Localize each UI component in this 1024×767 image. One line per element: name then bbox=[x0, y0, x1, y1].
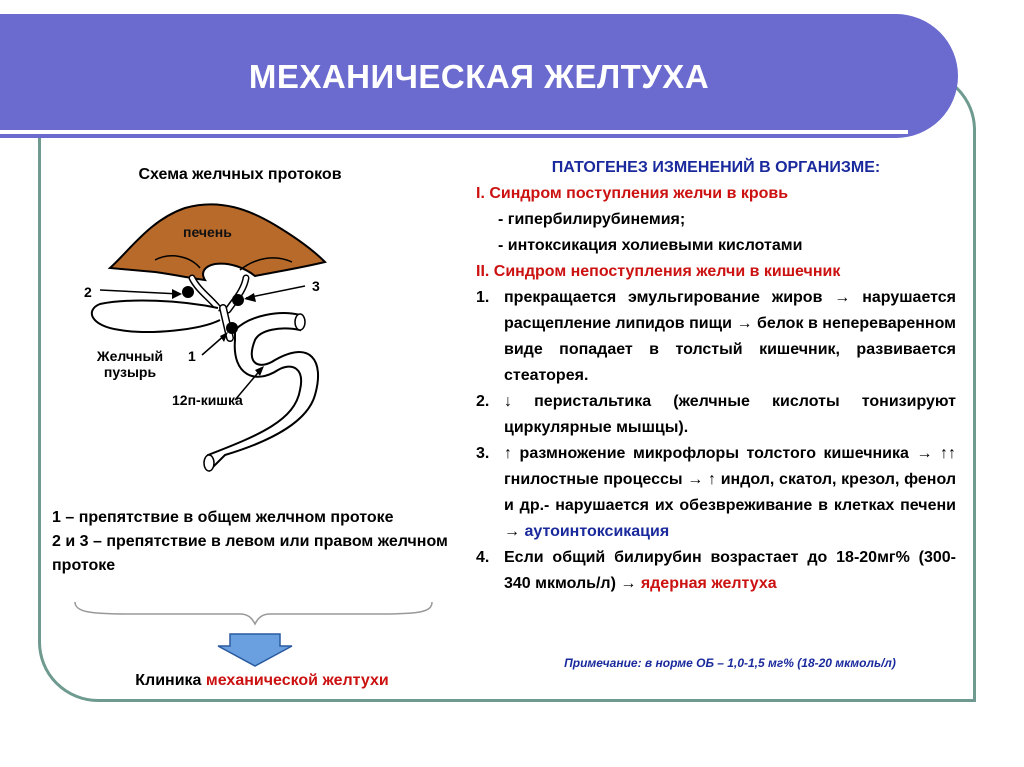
liver-label: печень bbox=[183, 224, 232, 240]
point-2-text: ↓ перистальтика (желчные кислоты тонизируют циркулярные мышцы). bbox=[504, 393, 956, 436]
point-3-highlight: аутоинтоксикация bbox=[524, 523, 670, 540]
down-arrow-icon bbox=[218, 634, 292, 666]
obstruction-3 bbox=[232, 294, 244, 306]
scheme-legend bbox=[52, 506, 462, 578]
duodenum-label: 12п-кишка bbox=[172, 392, 243, 408]
pathogenesis-title: ПАТОГЕНЕЗ ИЗМЕНЕНИЙ В ОРГАНИЗМЕ: bbox=[551, 159, 881, 176]
point-3 bbox=[476, 441, 956, 545]
label-2: 2 bbox=[84, 284, 92, 300]
point-4 bbox=[476, 545, 956, 597]
point-2 bbox=[476, 389, 956, 441]
point-4-highlight: ядерная желтуха bbox=[640, 575, 777, 592]
legend-item-1: 1 – препятствие в общем желчном протоке bbox=[52, 509, 394, 526]
point-1 bbox=[476, 285, 956, 389]
s1-item-2: - интоксикация холиевыми кислотами bbox=[498, 237, 803, 254]
curly-brace bbox=[75, 602, 432, 624]
point-1-num: 1. bbox=[476, 289, 490, 306]
point-3-text-wrap bbox=[504, 441, 956, 545]
point-4-num: 4. bbox=[476, 549, 490, 566]
point-1-text: прекращается эмульгирование жиров → нарушается расщепление липидов пищи → белок в непереваренном виде попадает в толстый кишечник, развивается стеаторея. bbox=[504, 289, 956, 384]
point-2-num: 2. bbox=[476, 393, 490, 410]
gallbladder-label-line1: Желчный bbox=[96, 348, 164, 364]
clinic-caption bbox=[52, 672, 472, 690]
gallbladder-label bbox=[90, 348, 170, 380]
gallbladder-label-line2: пузырь bbox=[103, 364, 157, 380]
scheme-title: Схема желчных протоков bbox=[138, 166, 342, 183]
brace-arrow bbox=[70, 598, 440, 668]
liver-shape bbox=[110, 204, 325, 280]
legend-item-2: 2 и 3 – препятствие в левом или правом желчном протоке bbox=[52, 533, 448, 574]
point-3-num: 3. bbox=[476, 445, 490, 462]
note: Примечание: в норме ОБ – 1,0-1,5 мг% (18-20 мкмоль/л) bbox=[564, 656, 896, 670]
s1-item-1: - гипербилирубинемия; bbox=[498, 211, 686, 228]
obstruction-2 bbox=[182, 286, 194, 298]
point-3-text: ↑ размножение микрофлоры толстого кишечника → ↑↑ гнилостные процессы → ↑ индол, скатол, крезол, фенол и др.- нарушается их обезвреживание в клетках печени → bbox=[504, 445, 956, 540]
label-3: 3 bbox=[312, 278, 320, 294]
point-4-text-wrap bbox=[504, 545, 956, 597]
gallbladder-shape bbox=[92, 301, 220, 332]
label-1: 1 bbox=[188, 348, 196, 364]
clinic-highlight: механической желтухи bbox=[205, 672, 389, 689]
syndrome-2: II. Синдром непоступления желчи в кишечник bbox=[476, 263, 841, 280]
header-underline bbox=[0, 130, 908, 134]
clinic-prefix: Клиника bbox=[135, 672, 206, 689]
syndrome-1: I. Синдром поступления желчи в кровь bbox=[476, 185, 789, 202]
point-4-text: Если общий билирубин возрастает до 18-20мг% (300-340 мкмоль/л) → bbox=[504, 549, 956, 592]
pathogenesis-block bbox=[476, 155, 956, 597]
slide-title: МЕХАНИЧЕСКАЯ ЖЕЛТУХА bbox=[248, 58, 710, 95]
